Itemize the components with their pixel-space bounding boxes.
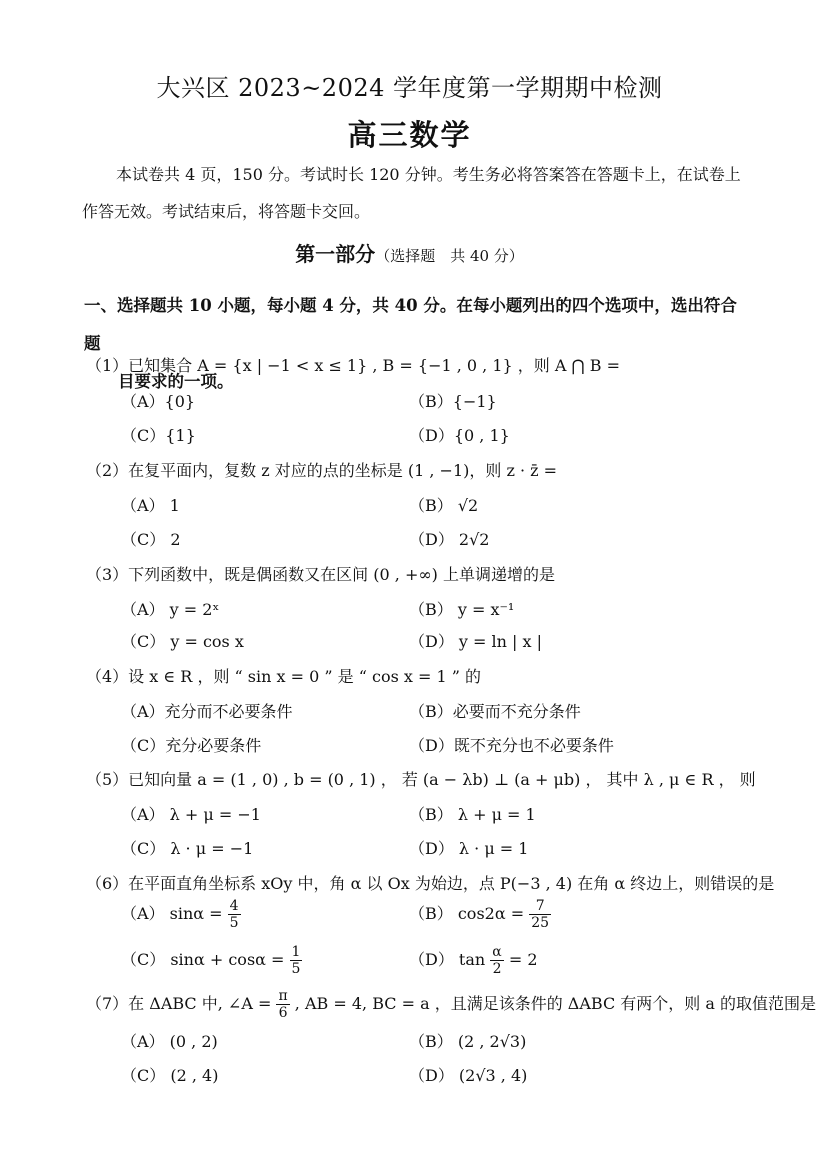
- part-note: （选择题 共 40 分）: [375, 247, 524, 265]
- q6-option-c: [121, 944, 302, 977]
- q7-option-b: （B） (2 , 2√3): [409, 1032, 527, 1051]
- fraction-numerator: 1: [291, 944, 301, 960]
- q7-stem-pre: （7）在 ΔABC 中, ∠A =: [86, 994, 272, 1013]
- q2-option-c: （C） 2: [121, 530, 181, 549]
- fraction-numerator: 4: [229, 898, 239, 914]
- q6-option-d-prefix: （D） tan: [409, 950, 486, 969]
- q5-option-c: （C） λ · μ = −1: [121, 839, 254, 858]
- q6-option-b-fraction: [529, 898, 551, 931]
- q1-option-b: （B）{−1}: [409, 392, 497, 411]
- q6-option-c-prefix: （C） sinα + cosα =: [121, 950, 285, 969]
- q6-option-b: [409, 898, 551, 931]
- question-2-stem: （2）在复平面内，复数 z 对应的点的坐标是 (1 , −1)，则 z · z̄ =: [86, 461, 558, 480]
- q6-option-d-suffix: = 2: [508, 950, 538, 969]
- q7-stem-post: , AB = 4, BC = a ，且满足该条件的 ΔABC 有两个，则 a 的取值范围是: [294, 994, 816, 1013]
- q3-option-c: （C） y = cos x: [121, 632, 244, 651]
- q7-angle-fraction: [276, 988, 289, 1021]
- question-1-stem: （1）已知集合 A = {x | −1 < x ≤ 1} , B = {−1 , 0 , 1} ，则 A ⋂ B =: [86, 356, 620, 375]
- question-4-stem: （4）设 x ∈ R ，则 “ sin x = 0 ” 是 “ cos x = 1 ” 的: [86, 667, 482, 686]
- q5-option-d: （D） λ · μ = 1: [409, 839, 529, 858]
- q1-option-d: （D）{0 , 1}: [409, 426, 510, 445]
- fraction-denominator: 6: [278, 1005, 288, 1021]
- section-line-1: 一、选择题共 10 小题，每小题 4 分，共 40 分。在每小题列出的四个选项中，选出符合题: [84, 296, 737, 353]
- question-3-stem: （3）下列函数中，既是偶函数又在区间 (0 , +∞) 上单调递增的是: [86, 565, 556, 584]
- fraction-denominator: 5: [291, 961, 301, 977]
- q6-option-c-fraction: [290, 944, 303, 977]
- section-heading: [84, 287, 744, 401]
- fraction-numerator: 7: [529, 898, 551, 915]
- q7-option-a: （A） (0 , 2): [121, 1032, 218, 1051]
- q6-option-b-prefix: （B） cos2α =: [409, 904, 525, 923]
- section-line-2: 目要求的一项。: [118, 372, 234, 391]
- q5-option-a: （A） λ + μ = −1: [121, 805, 261, 824]
- q4-option-a: （A）充分而不必要条件: [121, 702, 293, 721]
- q3-option-d: （D） y = ln | x |: [409, 632, 543, 651]
- q7-option-d: （D） (2√3 , 4): [409, 1066, 528, 1085]
- q7-option-c: （C） (2 , 4): [121, 1066, 219, 1085]
- fraction-denominator: 5: [229, 915, 239, 931]
- fraction-numerator: α: [492, 944, 502, 960]
- question-7-stem: [86, 988, 816, 1021]
- part-heading: [0, 238, 819, 267]
- q2-option-d: （D） 2√2: [409, 530, 490, 549]
- q2-option-a: （A） 1: [121, 496, 180, 515]
- q5-option-b: （B） λ + μ = 1: [409, 805, 536, 824]
- q4-option-c: （C）充分必要条件: [121, 736, 262, 755]
- fraction-denominator: 25: [531, 915, 550, 931]
- q4-option-d: （D）既不充分也不必要条件: [409, 736, 614, 755]
- fraction-numerator: π: [278, 988, 288, 1004]
- part-title: 第一部分: [295, 242, 376, 266]
- q6-option-a-prefix: （A） sinα =: [121, 904, 223, 923]
- q1-option-c: （C）{1}: [121, 426, 196, 445]
- q3-option-a: （A） y = 2ˣ: [121, 600, 220, 619]
- q6-option-d: [409, 944, 538, 977]
- q1-option-a: （A）{0}: [121, 392, 196, 411]
- q6-option-d-fraction: [490, 944, 503, 977]
- exam-subject: 高三数学: [347, 118, 472, 152]
- q3-option-b: （B） y = x⁻¹: [409, 600, 515, 619]
- q4-option-b: （B）必要而不充分条件: [409, 702, 581, 721]
- fraction-denominator: 2: [492, 961, 502, 977]
- q2-option-b: （B） √2: [409, 496, 479, 515]
- q6-option-a: [121, 898, 241, 931]
- q6-option-a-fraction: [228, 898, 241, 931]
- exam-instructions: 本试卷共 4 页，150 分。考试时长 120 分钟。考生务必将答案答在答题卡上，在试卷上作答无效。考试结束后，将答题卡交回。: [82, 165, 741, 221]
- exam-title: 大兴区 2023~2024 学年度第一学期期中检测: [156, 74, 663, 102]
- question-6-stem: （6）在平面直角坐标系 xOy 中，角 α 以 Ox 为始边，点 P(−3 , 4) 在角 α 终边上，则错误的是: [86, 874, 775, 893]
- question-5-stem: （5）已知向量 a = (1 , 0) , b = (0 , 1) ， 若 (a − λb) ⊥ (a + μb) ， 其中 λ , μ ∈ R ， 则: [86, 770, 756, 789]
